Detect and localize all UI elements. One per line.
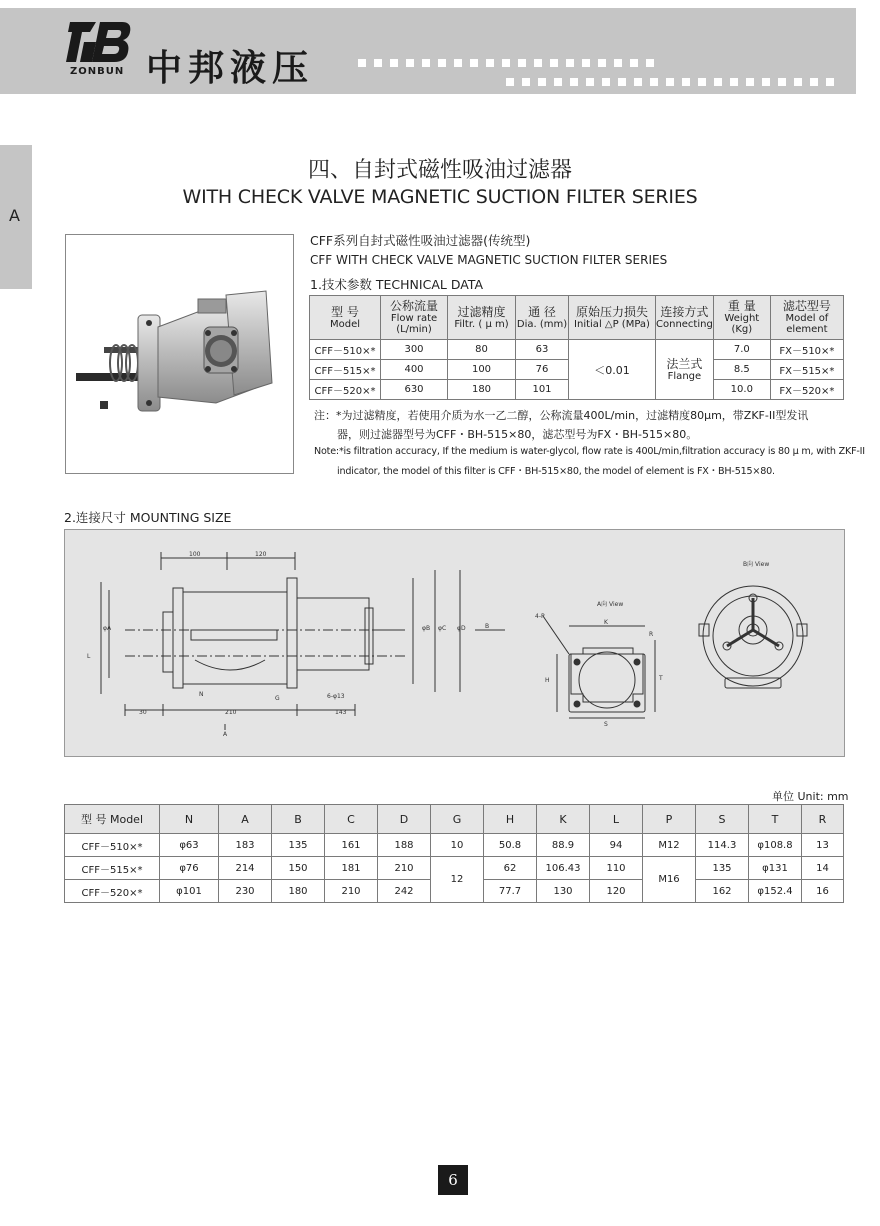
product-photo [65,234,294,474]
dim-phib-label: φB [422,625,431,632]
dim-l-label: L [87,653,91,660]
product-subtitle-en: CFF WITH CHECK VALVE MAGNETIC SUCTION FILTER SERIES [310,253,668,267]
dim-phic-label: φC [438,625,447,632]
dim-s-label: S [604,721,608,728]
note-en-line-2: indicator, the model of this filter is CFF・BH-515×80, the model of element is FX・BH-515×80. [337,466,775,477]
dim-phid-label: φD [457,625,466,632]
company-name: 中邦液压 [146,48,315,89]
page-number: 6 [438,1165,468,1195]
table-row: CFF－510×* 300 80 63 ＜0.01 法兰式 Flange 7.0 FX－510×* [310,340,844,360]
section-title-en: WITH CHECK VALVE MAGNETIC SUCTION FILTER SERIES [182,186,698,208]
mounting-size-label: 2.连接尺寸 MOUNTING SIZE [64,510,232,525]
dim-t-label: T [659,675,663,682]
tech-header-connecting: 连接方式 Connecting [656,296,714,340]
technical-data-table [309,295,844,400]
header-dots-row-2 [506,78,834,86]
table-row: CFF－515×* 400 100 76 8.5 FX－515×* [310,360,844,380]
dim-r-label: R [649,631,654,638]
zonbun-logo-icon [66,18,136,68]
tech-header-pressure: 原始压力损失 Initial △P (MPa) [569,296,656,340]
product-subtitle-cn: CFF系列自封式磁性吸油过滤器(传统型) [310,233,531,248]
dim-30-label: 30 [139,709,147,716]
dim-h-label: H [545,677,550,684]
dim-210-label: 210 [225,709,237,716]
header-dots-row-1 [358,59,654,67]
tech-header-model: 型 号 Model [310,296,381,340]
tech-header-dia: 通 径 Dia. (mm) [516,296,569,340]
dim-100-label: 100 [189,551,201,558]
filter-illustration-icon [66,235,293,473]
arrow-b-label: B [485,623,490,630]
technical-data-label: 1.技术参数 TECHNICAL DATA [310,277,484,292]
connecting-cell: 法兰式 Flange [656,340,714,400]
b-view-label: B向 View [743,561,770,568]
dimension-table: 型 号 Model N A B C D G H K L P S T R CFF－510×* φ63 183 135 161 188 10 50.8 88.9 94 M12 114.3 φ108.8 13 CFF－515×* φ76 214 150 181 210 12 62 106.43 110 M16 135 φ131 14 CFF－520×* φ101 230 180 210 242 77.7 130 120 162 φ152.4 16 [64,804,844,903]
note-en-line-1: Note:*is filtration accuracy, If the medium is water-glycol, flow rate is 400L/min,filtration accuracy is 80 μ m, with ZKF-II [314,446,865,457]
dim-n-label: N [199,691,204,698]
dim-143-label: 143 [335,709,347,716]
dim-k-label: K [604,619,608,626]
logo-subtext: ZONBUN [70,66,125,77]
a-view-label: A向 View [597,601,624,608]
arrow-a-label: A [223,731,228,738]
dim-header-model: 型 号 Model [65,805,160,834]
note-cn-line-2: 器，则过滤器型号为CFF・BH-515×80，滤芯型号为FX・BH-515×80。 [337,428,698,441]
pressure-loss-cell: ＜0.01 [569,340,656,400]
table-row: CFF－510×* φ63 183 135 161 188 10 50.8 88.9 94 M12 114.3 φ108.8 13 [65,834,844,857]
side-tab-label: A [9,206,20,225]
tech-header-weight: 重 量 Weight (Kg) [713,296,770,340]
four-p-label: 4-P [535,613,545,620]
tech-header-filtr: 过滤精度 Filtr. ( μ m) [448,296,516,340]
section-title-cn: 四、自封式磁性吸油过滤器 [307,158,572,183]
table-row: CFF－515×* φ76 214 150 181 210 12 62 106.43 110 M16 135 φ131 14 [65,857,844,880]
tech-header-element: 滤芯型号 Model of element [770,296,843,340]
technical-drawing-icon [65,530,844,756]
unit-label: 单位 Unit: mm [772,790,849,803]
holes-label: 6-φ13 [327,693,345,700]
dim-g-label: G [275,695,280,702]
mounting-drawing [64,529,845,757]
table-row: CFF－520×* φ101 230 180 210 242 77.7 130 120 162 φ152.4 16 [65,880,844,903]
dim-phia-label: φA [103,625,112,632]
table-row: CFF－520×* 630 180 101 10.0 FX－520×* [310,380,844,400]
tech-header-flow: 公称流量 Flow rate (L/min) [381,296,448,340]
dim-120-label: 120 [255,551,267,558]
note-cn-line-1: 注：*为过滤精度，若使用介质为水一乙二醇，公称流量400L/min，过滤精度80μm，带ZKF-II型发讯 [314,409,809,422]
